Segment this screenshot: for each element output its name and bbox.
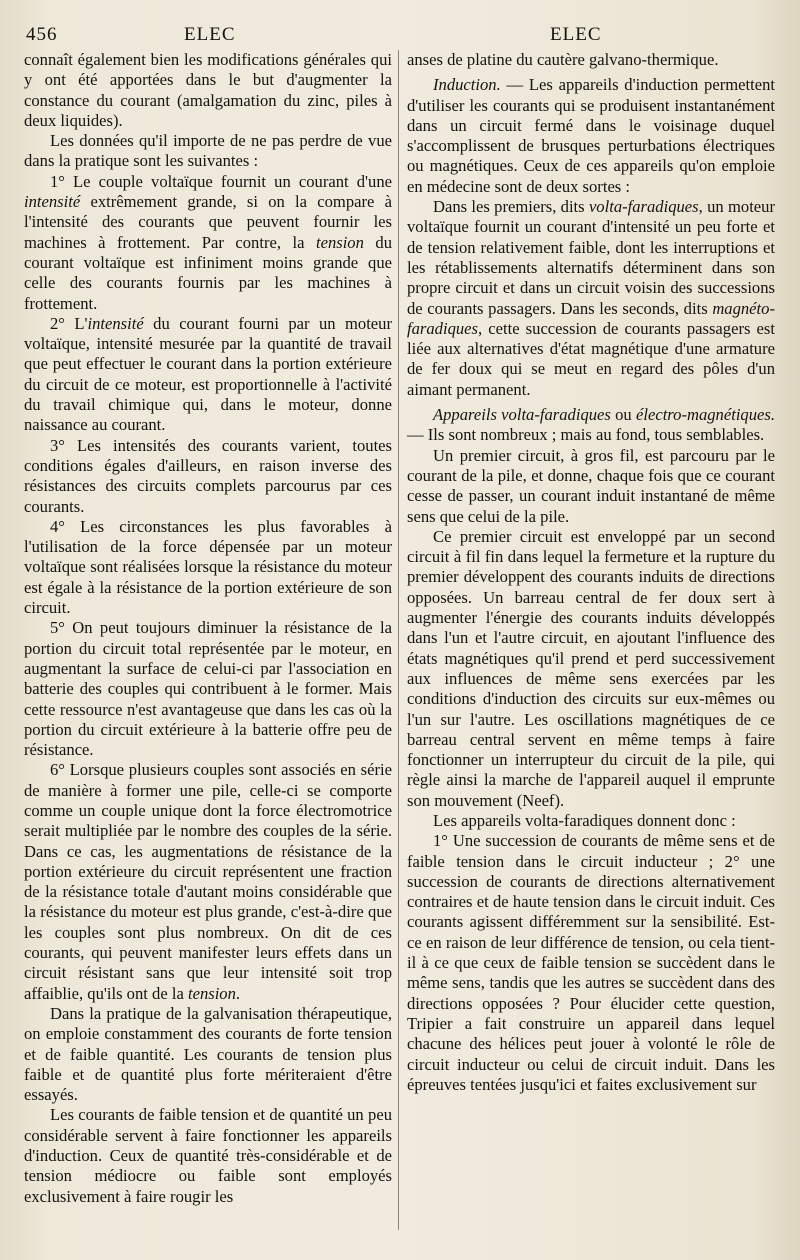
column-divider [398,50,399,1230]
text-run: 2° L' [50,313,88,333]
running-head-right: ELEC [550,24,602,45]
paragraph [24,131,392,172]
paragraph [24,618,392,760]
text-run: Les données qu'il importe de ne pas perdre de vue dans la pratique sont les suivantes : [24,131,392,171]
italic-text: Induction. [433,75,501,95]
paragraph [24,1105,392,1206]
paragraph [407,811,775,831]
right-column [407,50,775,1095]
italic-text: intensité [87,313,144,333]
text-run: connaît également bien les modifications générales qui y ont été apportées dans le but d'augmenter la constance du courant (amalgamation du zinc, piles à deux liquides). [24,50,392,130]
paragraph [24,517,392,618]
paragraph [24,436,392,517]
text-run: 5° On peut toujours diminuer la résistance de la portion du circuit total représentée par le moteur, en augmentant la surface de celui-ci par l'association en batterie des couples qui contribuent à le former. Mais cette ressource n'est avantageuse que dans les cas où la portion du circuit extérieure à la batterie offre peu de résistance. [24,618,392,760]
paragraph [24,314,392,436]
text-run: , un moteur voltaïque fournit un courant d'intensité un peu forte et de tension relativement faible, dont les interruptions et les rétablissements alternatifs déterminent dans son propre circuit et dans un circuit voisin des successions de courants passagers. Dans les seconds, dits [407,197,775,318]
text-run: du courant fourni par un moteur voltaïque, intensité mesurée par la quantité de travail que peut effectuer le courant dans la portion extérieure du circuit de ce moteur, est proportionnelle à l'activité du travail chimique qui, dans le moteur, donne naissance au courant. [24,313,392,435]
text-run: 3° Les intensités des courants varient, toutes conditions égales d'ailleurs, en raison inverse des résistances des circuits complets parcourus par ces courants. [24,435,392,516]
page-number: 456 [26,24,58,45]
paragraph [24,172,392,314]
italic-text: tension [187,983,236,1003]
paragraph [407,75,775,197]
text-run: 1° Une succession de courants de même sens et de faible tension dans le circuit inducteur ; 2° une succession de courants de directions alternativement contraires et de haute tension dans le circuit induit. Ces courants agissent différemment sur la sensibilité. Est-ce en raison de leur différence de tension, ou cela tient-il à ce que ceux de faible tension se succèdent dans le même sens, tandis que les autres se succèdent dans des directions opposées ? Pour élucider cette question, Tripier a fait construire un appareil dans lequel chacune des hélices peut jouer à volonté le rôle de circuit inducteur ou celui de circuit induit. Dans les épreuves tentées jusqu'ici et faites exclusivement sur [407,831,775,1094]
paragraph [24,760,392,1004]
text-run: Dans les premiers, dits [433,197,589,217]
paragraph [407,405,775,446]
italic-text: magnéto-faradiques [407,298,775,338]
text-run: — Ils sont nombreux ; mais au fond, tous semblables. [407,425,765,445]
paragraph [407,831,775,1095]
text-run: Ce premier circuit est enveloppé par un second circuit à fil fin dans lequel la fermeture et la rupture du premier développent des courants induits de directions opposées. Un barreau central de fer doux sert à augmenter l'énergie des courants induits développés dans l'un et l'autre circuit, en ajoutant l'influence des états magnétiques qu'il prend et perd successivement aux influences de même sens exercées par les conditions d'induction des circuits sur eux-mêmes ou l'un sur l'autre. Les oscillations magnétiques de ce barreau central servent en même temps à faire fonctionner un interrupteur du circuit de la pile, qui règle ainsi la marche de l'appareil auquel il emprunte son mouvement (Neef). [407,526,775,810]
text-run: , cette succession de courants passagers est liée aux alternatives d'état magnétique d'une armature de fer doux qui se meut en regard des pôles d'un aimant permanent. [407,318,775,399]
page-header [0,24,800,52]
paragraph [407,527,775,811]
paragraph [24,1004,392,1105]
italic-text: Appareils volta-faradiques [433,405,611,425]
text-run: 4° Les circonstances les plus favorables à l'utilisation de la force dépensée par un moteur voltaïque sont réalisées lorsque la résistance du moteur est égale à la résistance de la portion extérieure de son circuit. [24,516,392,618]
paragraph [407,50,775,70]
paragraph [24,50,392,131]
text-run: . [235,983,241,1003]
paragraph [407,197,775,400]
text-run: — Les appareils d'induction permettent d'utiliser les courants qui se produisent instantanément dans un circuit fermé dans le voisinage duquel s'accomplissent de brusques perturbations électriques ou magnétiques. Ceux de ces appareils qu'on emploie en médecine sont de deux sortes : [407,75,775,196]
text-run: ou [610,405,636,425]
text-run: 1° Le couple voltaïque fournit un courant d'une [50,171,392,191]
running-head-left: ELEC [184,24,236,45]
italic-text: tension [315,232,364,252]
text-run: anses de platine du cautère galvano-thermique. [407,50,719,69]
text-run: Les courants de faible tension et de quantité un peu considérable servent à faire fonctionner les appareils d'induction. Ceux de quantité très-considérable et de tension médiocre ou faible sont employés exclusivement à faire rougir les [24,1105,392,1206]
left-column [24,50,392,1207]
italic-text: volta-faradiques [588,197,699,217]
text-run: extrêmement grande, si on la compare à l'intensité des courants que peuvent fournir les machines à frottement. Par contre, la [24,192,392,252]
italic-text: intensité [24,192,81,212]
paragraph [407,446,775,527]
italic-text: électro-magnétiques. [635,405,775,425]
text-run: du courant voltaïque est infiniment moins grande que celle des courants fournis par les machines à frottement. [24,232,392,313]
text-run: Dans la pratique de la galvanisation thérapeutique, on emploie constamment des courants de forte tension et de faible quantité. Les courants de tension plus faible et de quantité plus forte mériteraient d'être essayés. [24,1003,392,1105]
text-run: 6° Lorsque plusieurs couples sont associés en série de manière à former une pile, celle-ci se comporte comme un couple unique dont la force électromotrice serait multipliée par le nombre des couples de la série. Dans ce cas, les augmentations de résistance de la portion extérieure du circuit représentent une fraction de la résistance totale d'autant moins considérable que la résistance du moteur est plus grande, c'est-à-dire que les couples sont plus nombreux. On dit de ces courants, qui peuvent manifester leurs effets dans un circuit résistant sans que leur intensité soit trop affaiblie, qu'ils ont de la [24,760,392,1003]
text-run: Les appareils volta-faradiques donnent donc : [433,810,736,830]
text-run: Un premier circuit, à gros fil, est parcouru par le courant de la pile, et donne, chaque fois que ce courant cesse de passer, un courant induit instantané de même sens que celui de la pile. [407,445,775,526]
